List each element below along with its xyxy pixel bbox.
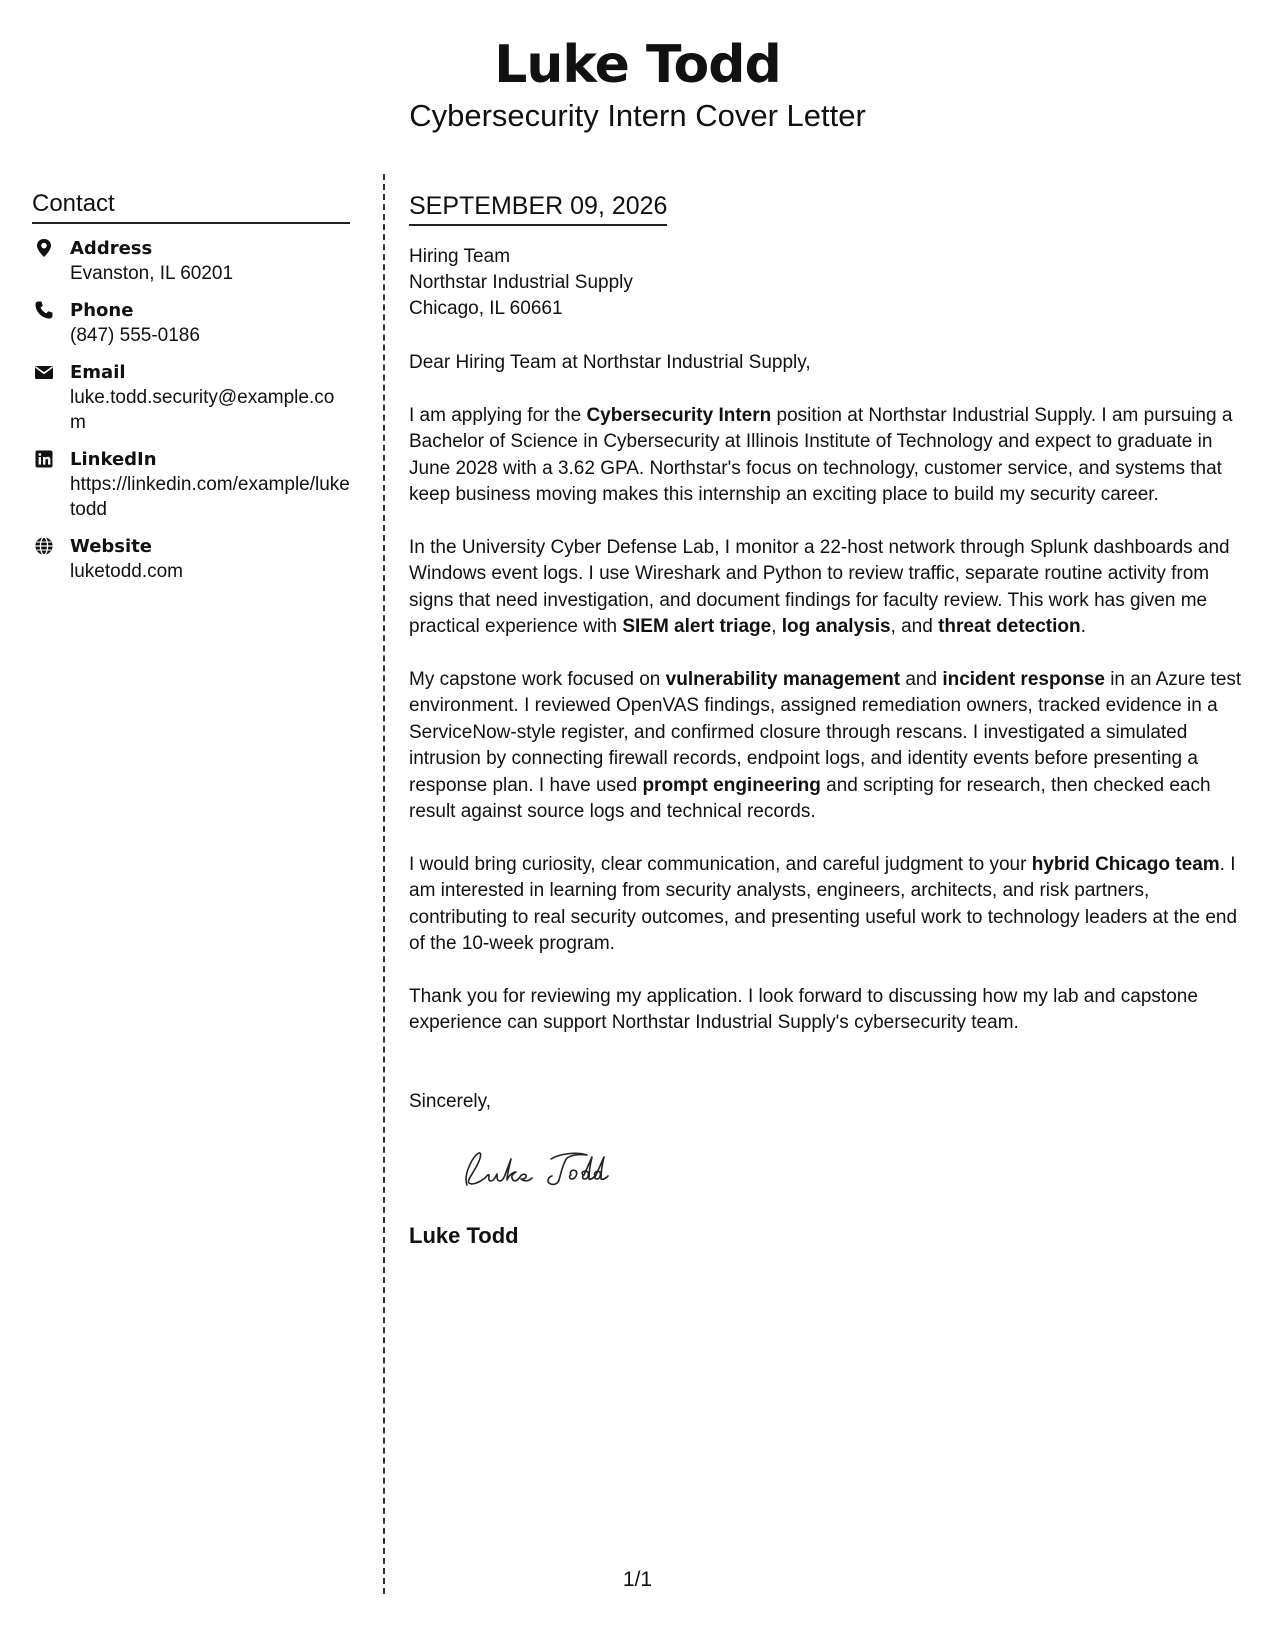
letter-paragraphs bbox=[409, 403, 1249, 1037]
recipient-block bbox=[409, 244, 1249, 322]
emphasized-text: prompt engineering bbox=[642, 774, 821, 796]
emphasized-text: threat detection bbox=[938, 616, 1081, 637]
recipient-location: Chicago, IL 60661 bbox=[409, 298, 563, 319]
contact-item-phone bbox=[32, 298, 350, 348]
linkedin-icon bbox=[34, 449, 54, 469]
contact-sidebar bbox=[32, 188, 350, 596]
contact-label: LinkedIn bbox=[70, 449, 157, 470]
paragraph-text: in an Azure test environment. I reviewed OpenVAS findings, assigned remediation owners, tracked evidence in a ServiceNow-style register, and confirmed closure through rescans. I investigated a simulated intrusion by connecting firewall records, endpoint logs, and identity events before presenting a response plan. I have used bbox=[409, 668, 1242, 796]
paragraph-text: position at Northstar Industrial Supply. I am pursuing a Bachelor of Science in Cybersecurity at Illinois Institute of Technology and expect to graduate in June 2028 with a 3.62 GPA. Northstar's focus on technology, customer service, and systems that keep business moving makes this internship an exciting place to build my security career. bbox=[409, 404, 1233, 505]
letter-body bbox=[409, 190, 1249, 1250]
emphasized-text: hybrid Chicago team bbox=[1031, 853, 1220, 875]
column-divider bbox=[383, 174, 385, 1594]
linkedin-link[interactable]: https://linkedin.com/example/luketodd bbox=[70, 474, 350, 520]
phone-icon bbox=[34, 300, 54, 320]
address-value: Evanston, IL 60201 bbox=[70, 263, 234, 284]
contact-item-website bbox=[32, 534, 350, 584]
paragraph-text: I am applying for the bbox=[409, 404, 587, 426]
letter-date: SEPTEMBER 09, 2026 bbox=[409, 190, 667, 226]
envelope-icon bbox=[34, 362, 54, 382]
paragraph-text: . I am interested in learning from security analysts, engineers, architects, and risk partners, contributing to real security outcomes, and presenting useful work to technology leaders at the end of the 10-week program. bbox=[409, 853, 1238, 954]
paragraph-text: In the University Cyber Defense Lab, I monitor a 22-host network through Splunk dashboards and Windows event logs. I use Wireshark and Python to review traffic, separate routine activity from signs that need investigation, and document findings for faculty review. This work has given me practical experience with bbox=[409, 536, 1230, 637]
paragraph-text: I would bring curiosity, clear communication, and careful judgment to your bbox=[409, 853, 1032, 875]
contact-label: Phone bbox=[70, 300, 134, 321]
document-subtitle: Cybersecurity Intern Cover Letter bbox=[409, 98, 866, 133]
emphasized-text: incident response bbox=[942, 668, 1105, 690]
applicant-name: Luke Todd bbox=[494, 35, 781, 95]
emphasized-text: vulnerability management bbox=[665, 668, 901, 690]
emphasized-text: log analysis bbox=[781, 616, 891, 637]
emphasized-text: SIEM alert triage bbox=[622, 616, 772, 637]
paragraph-text: , and bbox=[890, 616, 939, 637]
contact-label: Website bbox=[70, 536, 153, 557]
contact-item-email bbox=[32, 360, 350, 435]
contact-item-address bbox=[32, 236, 350, 286]
paragraph-text: Thank you for reviewing my application. I look forward to discussing how my lab and capstone experience can support Northstar Industrial Supply's cybersecurity team. bbox=[409, 985, 1198, 1033]
contact-item-linkedin bbox=[32, 447, 350, 522]
contact-heading: Contact bbox=[32, 188, 350, 224]
map-pin-icon bbox=[34, 238, 54, 258]
letter-header bbox=[0, 32, 1275, 134]
globe-icon bbox=[34, 536, 54, 556]
letter-paragraph bbox=[409, 403, 1249, 509]
paragraph-text: and bbox=[900, 668, 943, 690]
letter-paragraph bbox=[409, 852, 1249, 958]
phone-value[interactable]: (847) 555-0186 bbox=[70, 325, 200, 346]
signed-name: Luke Todd bbox=[409, 1222, 519, 1248]
contact-label: Address bbox=[70, 238, 153, 259]
recipient-line: Hiring Team bbox=[409, 246, 511, 267]
letter-greeting: Dear Hiring Team at Northstar Industrial Supply, bbox=[409, 352, 811, 373]
contact-label: Email bbox=[70, 362, 126, 383]
paragraph-text: My capstone work focused on bbox=[409, 668, 666, 690]
letter-paragraph bbox=[409, 667, 1249, 826]
paragraph-text: and scripting for research, then checked each result against source logs and technical records. bbox=[409, 774, 1211, 822]
page-number: 1/1 bbox=[622, 1568, 653, 1591]
letter-paragraph bbox=[409, 535, 1249, 641]
email-link[interactable]: luke.todd.security@example.com bbox=[70, 387, 335, 433]
letter-closing: Sincerely, bbox=[409, 1090, 492, 1112]
paragraph-text: , bbox=[771, 616, 782, 637]
website-link[interactable]: luketodd.com bbox=[70, 561, 184, 582]
recipient-company: Northstar Industrial Supply bbox=[409, 272, 633, 293]
letter-paragraph bbox=[409, 984, 1249, 1037]
handwritten-signature bbox=[455, 1145, 635, 1193]
emphasized-text: Cybersecurity Intern bbox=[586, 404, 772, 426]
paragraph-text: . bbox=[1080, 616, 1086, 637]
